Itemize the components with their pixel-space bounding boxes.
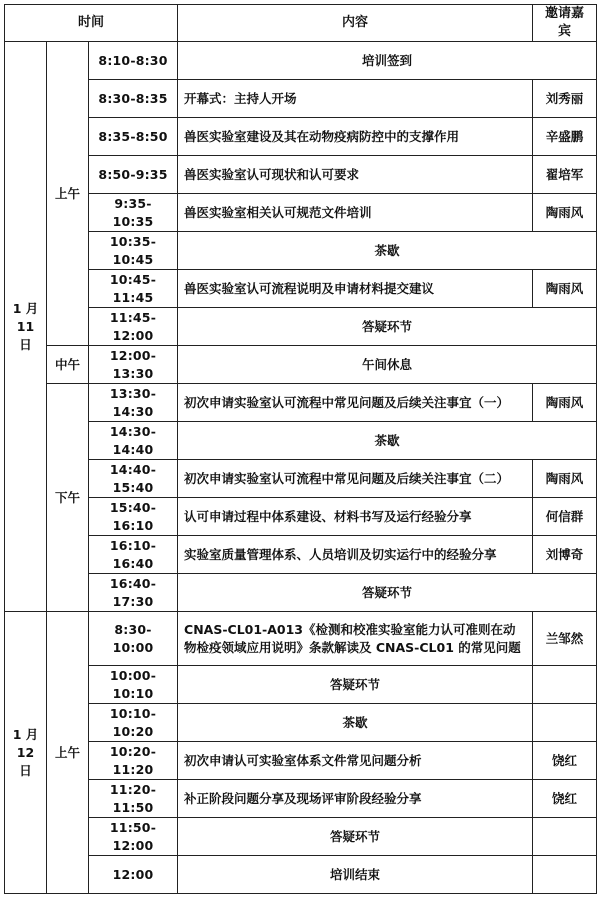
day-month: 1 月: [12, 300, 39, 316]
time-cell: 14:30-14:40: [89, 422, 178, 460]
period-cell: 下午: [47, 384, 89, 612]
time-cell: 11:50-12:00: [89, 818, 178, 856]
period-cell: 上午: [47, 42, 89, 346]
time-cell: 10:35-10:45: [89, 232, 178, 270]
day-date: 12 日: [16, 744, 35, 778]
schedule-row: [5, 232, 597, 270]
period-cell: 上午: [47, 612, 89, 894]
schedule-table: [4, 4, 597, 894]
schedule-row: [5, 42, 597, 80]
content-cell: 午间休息: [178, 346, 597, 384]
header-row: [5, 5, 597, 42]
time-cell: 8:30-10:00: [89, 612, 178, 666]
content-cell: 初次申请实验室认可流程中常见问题及后续关注事宜（一）: [178, 384, 533, 422]
time-cell: 8:10-8:30: [89, 42, 178, 80]
time-cell: 10:20-11:20: [89, 742, 178, 780]
schedule-row: [5, 346, 597, 384]
time-cell: 14:40-15:40: [89, 460, 178, 498]
speaker-cell: [533, 856, 597, 894]
day-date: 11 日: [16, 318, 35, 352]
speaker-cell: [533, 704, 597, 742]
time-cell: 8:50-9:35: [89, 156, 178, 194]
day-month: 1 月: [12, 726, 39, 742]
time-cell: 10:10-10:20: [89, 704, 178, 742]
content-cell: 培训签到: [178, 42, 597, 80]
schedule-row: [5, 856, 597, 894]
day-cell: [5, 612, 47, 894]
speaker-cell: 刘博奇: [533, 536, 597, 574]
speaker-cell: 陶雨风: [533, 384, 597, 422]
schedule-row: [5, 422, 597, 460]
time-cell: 10:00-10:10: [89, 666, 178, 704]
speaker-cell: 何信群: [533, 498, 597, 536]
content-cell: 茶歇: [178, 704, 533, 742]
schedule-row: [5, 498, 597, 536]
speaker-cell: 陶雨风: [533, 194, 597, 232]
schedule-row: [5, 156, 597, 194]
content-cell: 答疑环节: [178, 818, 533, 856]
header-time: 时间: [5, 5, 178, 42]
time-cell: 11:45-12:00: [89, 308, 178, 346]
time-cell: 12:00: [89, 856, 178, 894]
content-cell: 答疑环节: [178, 308, 597, 346]
schedule-row: [5, 460, 597, 498]
speaker-cell: 兰邹然: [533, 612, 597, 666]
content-cell: 兽医实验室相关认可规范文件培训: [178, 194, 533, 232]
day-cell: [5, 42, 47, 612]
schedule-row: [5, 536, 597, 574]
schedule-row: [5, 270, 597, 308]
time-cell: 13:30-14:30: [89, 384, 178, 422]
speaker-cell: [533, 818, 597, 856]
schedule-row: [5, 80, 597, 118]
time-cell: 15:40-16:10: [89, 498, 178, 536]
time-cell: 9:35-10:35: [89, 194, 178, 232]
schedule-row: [5, 194, 597, 232]
time-cell: 10:45-11:45: [89, 270, 178, 308]
content-cell: 培训结束: [178, 856, 533, 894]
content-cell: 实验室质量管理体系、人员培训及切实运行中的经验分享: [178, 536, 533, 574]
schedule-row: [5, 308, 597, 346]
content-cell: 初次申请认可实验室体系文件常见问题分析: [178, 742, 533, 780]
schedule-row: [5, 574, 597, 612]
schedule-row: [5, 666, 597, 704]
time-cell: 11:20-11:50: [89, 780, 178, 818]
content-cell: 兽医实验室认可现状和认可要求: [178, 156, 533, 194]
schedule-body: [5, 42, 597, 894]
content-cell: CNAS-CL01-A013《检测和校准实验室能力认可准则在动物检疫领域应用说明》条款解读及 CNAS-CL01 的常见问题: [178, 612, 533, 666]
speaker-cell: 陶雨风: [533, 270, 597, 308]
content-cell: 茶歇: [178, 422, 597, 460]
period-cell: 中午: [47, 346, 89, 384]
time-cell: 8:35-8:50: [89, 118, 178, 156]
speaker-cell: 饶红: [533, 742, 597, 780]
speaker-cell: [533, 666, 597, 704]
content-cell: 答疑环节: [178, 666, 533, 704]
time-cell: 12:00-13:30: [89, 346, 178, 384]
content-cell: 答疑环节: [178, 574, 597, 612]
content-cell: 认可申请过程中体系建设、材料书写及运行经验分享: [178, 498, 533, 536]
time-cell: 16:10-16:40: [89, 536, 178, 574]
schedule-row: [5, 780, 597, 818]
header-speaker: 邀请嘉宾: [533, 5, 597, 42]
speaker-cell: 饶红: [533, 780, 597, 818]
schedule-row: [5, 818, 597, 856]
speaker-cell: 陶雨风: [533, 460, 597, 498]
speaker-cell: 翟培军: [533, 156, 597, 194]
schedule-row: [5, 384, 597, 422]
speaker-cell: 刘秀丽: [533, 80, 597, 118]
content-cell: 初次申请实验室认可流程中常见问题及后续关注事宜（二）: [178, 460, 533, 498]
schedule-row: [5, 118, 597, 156]
schedule-row: [5, 612, 597, 666]
content-cell: 兽医实验室认可流程说明及申请材料提交建议: [178, 270, 533, 308]
time-cell: 8:30-8:35: [89, 80, 178, 118]
schedule-row: [5, 704, 597, 742]
time-cell: 16:40-17:30: [89, 574, 178, 612]
content-cell: 兽医实验室建设及其在动物疫病防控中的支撑作用: [178, 118, 533, 156]
speaker-cell: 辛盛鹏: [533, 118, 597, 156]
content-cell: 开幕式：主持人开场: [178, 80, 533, 118]
schedule-row: [5, 742, 597, 780]
header-content: 内容: [178, 5, 533, 42]
content-cell: 补正阶段问题分享及现场评审阶段经验分享: [178, 780, 533, 818]
content-cell: 茶歇: [178, 232, 597, 270]
